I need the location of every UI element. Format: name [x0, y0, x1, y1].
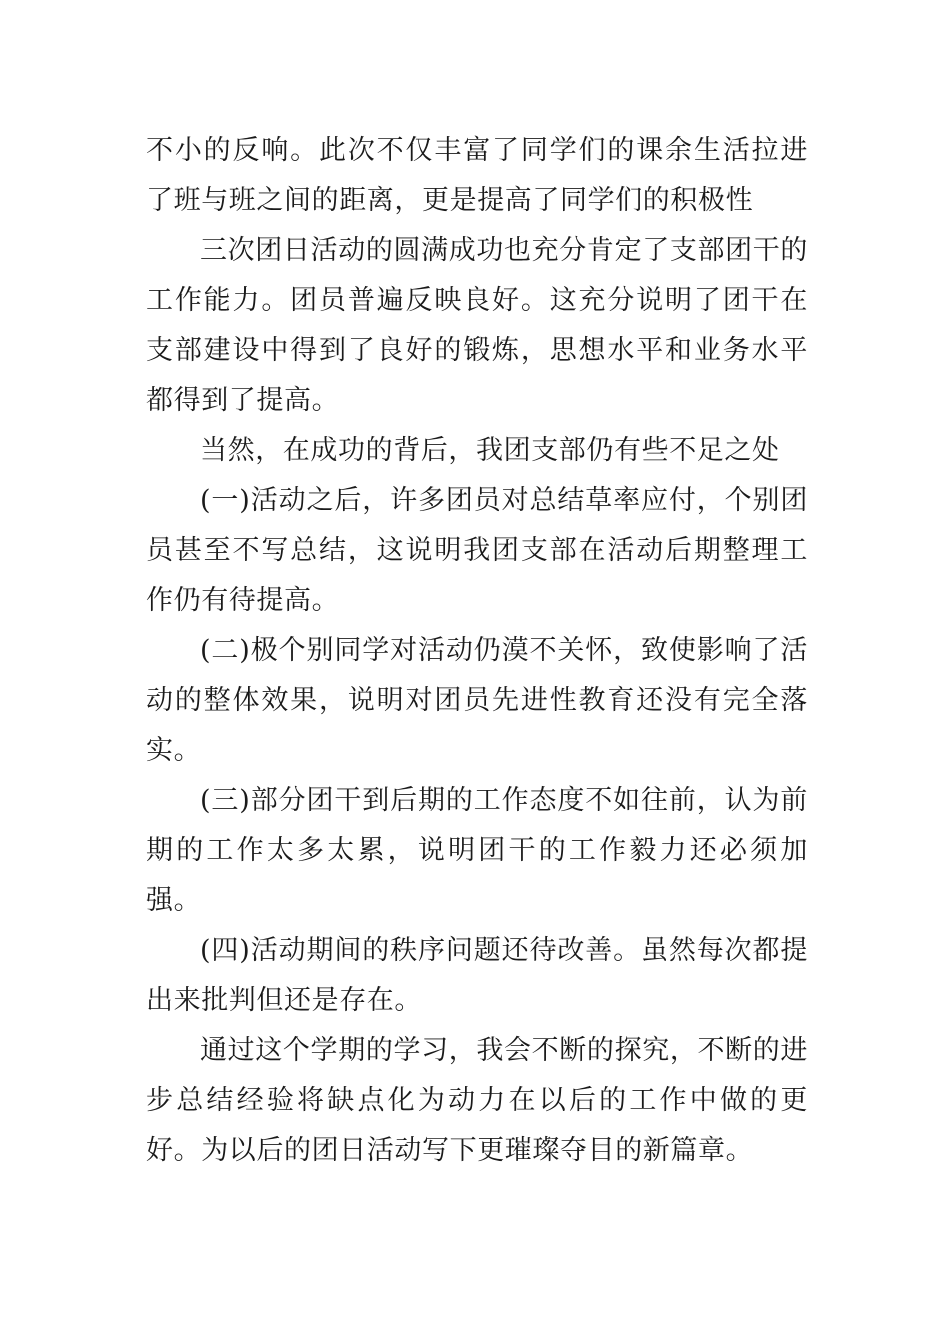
paragraph-shortcoming-1: (一)活动之后，许多团员对总结草率应付，个别团员甚至不写总结，这说明我团支部在活动后期整理工作仍有待提高。 — [146, 485, 808, 616]
paragraph-continuation: 不小的反响。此次不仅丰富了同学们的课余生活拉进了班与班之间的距离，更是提高了同学们的积极性 — [146, 135, 808, 216]
document-body — [146, 126, 808, 1176]
paragraph-shortcoming-2: (二)极个别同学对活动仍漠不关怀，致使影响了活动的整体效果，说明对团员先进性教育还没有完全落实。 — [146, 635, 808, 766]
paragraph-success-summary: 三次团日活动的圆满成功也充分肯定了支部团干的工作能力。团员普遍反映良好。这充分说明了团干在支部建设中得到了良好的锻炼，思想水平和业务水平都得到了提高。 — [146, 235, 808, 416]
paragraph-shortcoming-4: (四)活动期间的秩序问题还待改善。虽然每次都提出来批判但还是存在。 — [146, 935, 808, 1016]
paragraph-conclusion: 通过这个学期的学习，我会不断的探究，不断的进步总结经验将缺点化为动力在以后的工作中做的更好。为以后的团日活动写下更璀璨夺目的新篇章。 — [146, 1035, 808, 1166]
paragraph-shortcoming-3: (三)部分团干到后期的工作态度不如往前，认为前期的工作太多太累，说明团干的工作毅力还必须加强。 — [146, 785, 808, 916]
paragraph-shortcomings-intro: 当然，在成功的背后，我团支部仍有些不足之处 — [200, 435, 780, 466]
